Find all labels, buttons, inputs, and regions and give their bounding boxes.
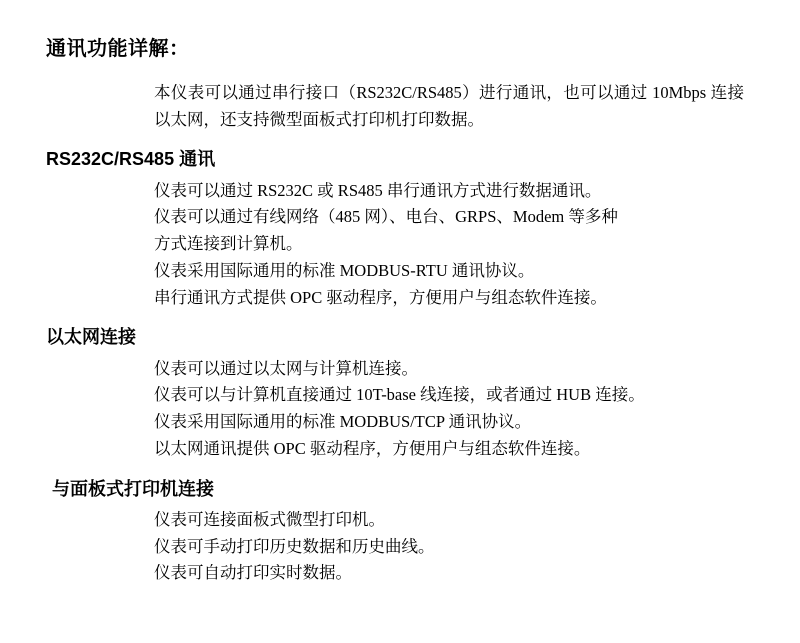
section-rs232c-rs485: [46, 147, 760, 311]
section-body: [154, 507, 754, 587]
body-line: 仪表采用国际通用的标准 MODBUS/TCP 通讯协议。: [154, 412, 532, 432]
body-line: 仪表可连接面板式微型打印机。: [154, 509, 385, 529]
section-ethernet: [46, 325, 760, 462]
body-line: 仪表可以通过有线网络（485 网）、电台、GRPS、Modem 等多种: [154, 207, 618, 227]
body-line: 仪表可以与计算机直接通过 10T-base 线连接，或者通过 HUB 连接。: [154, 385, 645, 405]
body-line: 仪表可手动打印历史数据和历史曲线。: [154, 536, 435, 556]
body-line: 串行通讯方式提供 OPC 驱动程序，方便用户与组态软件连接。: [154, 287, 607, 307]
section-heading: RS232C/RS485 通讯: [46, 149, 216, 170]
section-body: [154, 356, 754, 463]
intro-paragraph: 本仪表可以通过串行接口（RS232C/RS485）进行通讯，也可以通过 10Mbps 连接以太网，还支持微型面板式打印机打印数据。: [154, 83, 744, 129]
section-panel-printer: [46, 477, 760, 587]
body-line: 以太网通讯提供 OPC 驱动程序，方便用户与组态软件连接。: [154, 438, 591, 458]
section-heading: 与面板式打印机连接: [52, 478, 214, 499]
section-heading: 以太网连接: [46, 327, 136, 348]
page-title: 通讯功能详解：: [46, 38, 190, 60]
body-line: 方式连接到计算机。: [154, 234, 303, 254]
body-line: 仪表采用国际通用的标准 MODBUS-RTU 通讯协议。: [154, 260, 535, 280]
section-body: [154, 178, 754, 312]
body-line: 仪表可以通过 RS232C 或 RS485 串行通讯方式进行数据通讯。: [154, 180, 602, 200]
body-line: 仪表可自动打印实时数据。: [154, 563, 352, 583]
body-line: 仪表可以通过以太网与计算机连接。: [154, 358, 418, 378]
